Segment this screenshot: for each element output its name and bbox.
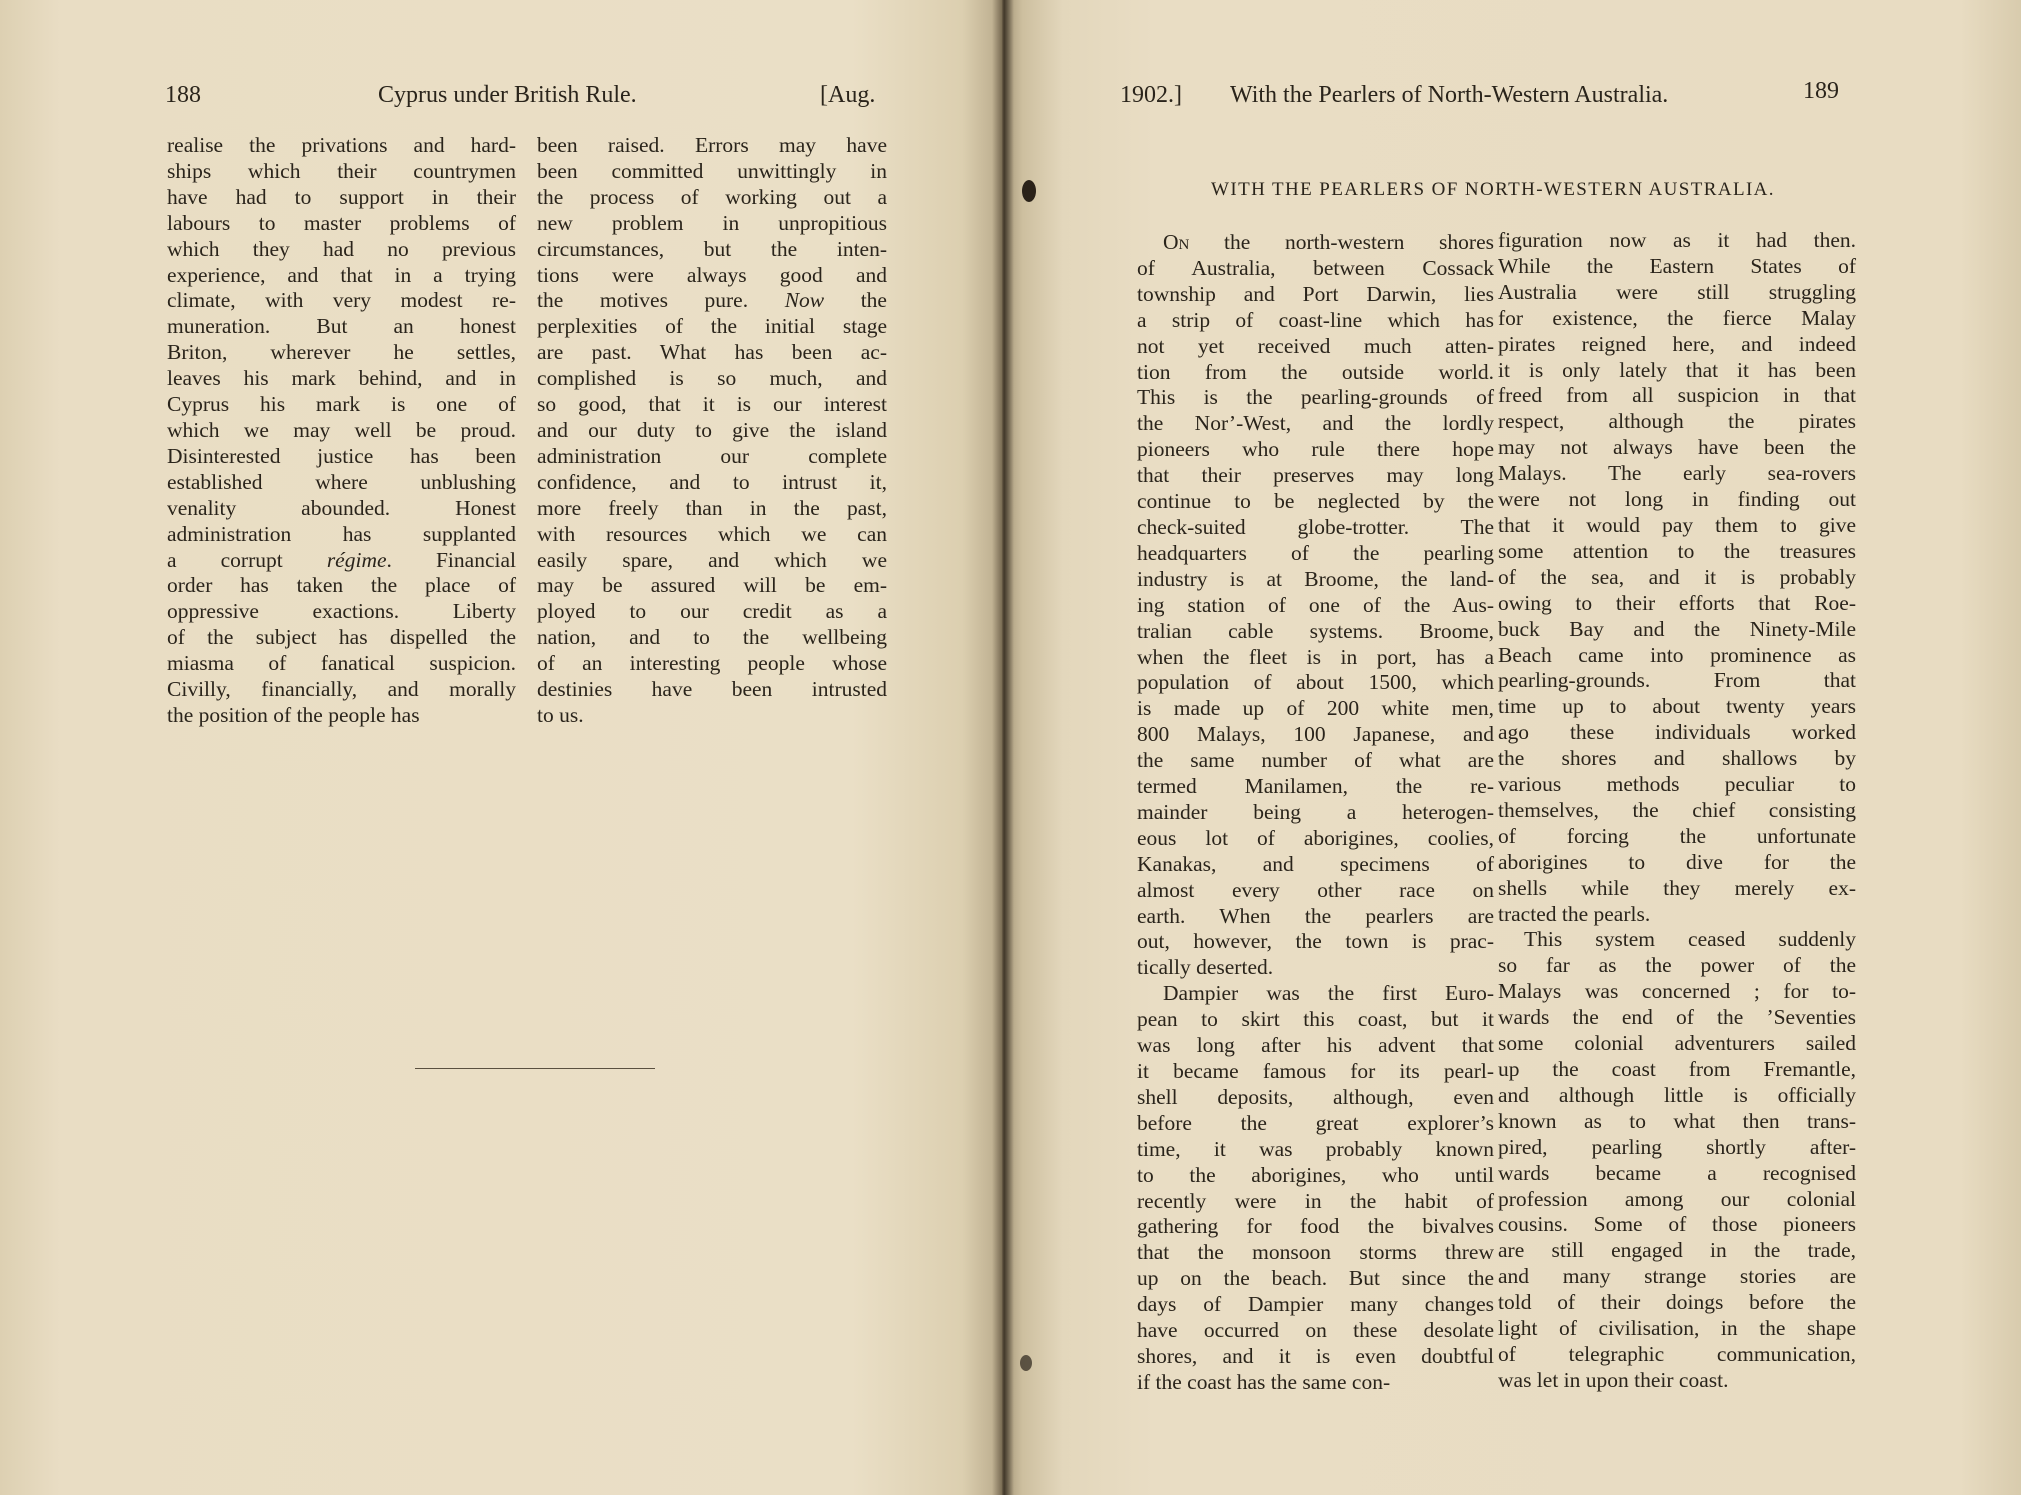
text-line: the position of the people has <box>167 702 420 727</box>
text-line: with resources which we can <box>537 521 887 546</box>
text-line: Disinterested justice has been <box>167 443 516 468</box>
article-title: WITH THE PEARLERS OF NORTH-WESTERN AUSTRALIA. <box>1211 179 1775 200</box>
text-line: of forcing the unfortunate <box>1498 823 1856 848</box>
text-line: aborigines to dive for the <box>1498 849 1856 874</box>
text-line: venality abounded. Honest <box>167 495 516 520</box>
text-line: ing station of one of the Aus- <box>1137 592 1494 617</box>
text-line: of telegraphic communication, <box>1498 1341 1856 1366</box>
text-line: pearling-grounds. From that <box>1498 668 1856 693</box>
text-line: 800 Malays, 100 Japanese, and <box>1137 722 1494 747</box>
text-line: so far as the power of the <box>1498 953 1856 978</box>
text-line: profession among our colonial <box>1498 1186 1856 1211</box>
text-line: This is the pearling-grounds of <box>1137 385 1494 410</box>
text-line: owing to their efforts that Roe- <box>1498 590 1856 615</box>
text-line: not yet received much atten- <box>1137 333 1494 358</box>
text-line: is made up of 200 white men, <box>1137 696 1494 721</box>
text-line: shores, and it is even doubtful <box>1137 1343 1494 1368</box>
text-line: and many strange stories are <box>1498 1264 1856 1289</box>
text-line: pirates reigned here, and indeed <box>1498 331 1856 356</box>
text-line: respect, although the pirates <box>1498 409 1856 434</box>
text-line: a strip of coast-line which has <box>1137 307 1494 332</box>
text-line: continue to be neglected by the <box>1137 489 1494 514</box>
text-line: themselves, the chief consisting <box>1498 797 1856 822</box>
text-line: tracted the pearls. <box>1498 901 1651 926</box>
text-line: it became famous for its pearl- <box>1137 1059 1494 1083</box>
text-line: so good, that it is our interest <box>537 392 887 417</box>
text-line: destinies have been intrusted <box>537 677 887 702</box>
text-line: This system ceased suddenly <box>1524 927 1856 952</box>
text-line: ago these individuals worked <box>1498 720 1856 745</box>
text-line: headquarters of the pearling <box>1137 540 1494 565</box>
text-line: Dampier was the first Euro- <box>1163 981 1494 1006</box>
text-line: muneration. But an honest <box>167 314 516 339</box>
right-column-1 <box>1137 230 1494 1396</box>
text-line: Malays was concerned ; for to- <box>1498 979 1856 1004</box>
left-date-tag: [Aug. <box>820 82 876 108</box>
text-line: miasma of fanatical suspicion. <box>167 651 516 676</box>
text-line: that it would pay them to give <box>1498 512 1856 537</box>
text-line: Malays. The early sea-rovers <box>1498 461 1856 486</box>
text-line: known as to what then trans- <box>1498 1108 1856 1133</box>
text-line: have occurred on these desolate <box>1137 1318 1494 1343</box>
text-line: climate, with very modest re- <box>167 288 516 313</box>
text-line: of Australia, between Cossack <box>1137 255 1494 280</box>
text-line: administration our complete <box>537 443 887 468</box>
text-line: it is only lately that it has been <box>1498 357 1856 382</box>
text-line: easily spare, and which we <box>537 547 887 572</box>
right-running-title: With the Pearlers of North-Western Australia. <box>1230 82 1669 108</box>
text-line: of an interesting people whose <box>537 651 887 676</box>
text-line: ployed to our credit as a <box>537 599 887 624</box>
text-line: more freely than in the past, <box>537 495 887 520</box>
text-line: that their preserves may long <box>1137 463 1494 488</box>
text-line: check-suited globe-trotter. The <box>1137 514 1494 539</box>
text-line: buck Bay and the Ninety-Mile <box>1498 616 1856 641</box>
text-line: if the coast has the same con- <box>1137 1369 1391 1394</box>
text-line: when the fleet is in port, has a <box>1137 644 1494 669</box>
text-line: to us. <box>537 702 584 727</box>
end-of-article-rule <box>415 1068 655 1069</box>
text-line: Kanakas, and specimens of <box>1137 851 1494 876</box>
left-page-number: 188 <box>165 82 201 108</box>
text-line: time up to about twenty years <box>1498 694 1856 719</box>
text-line: administration has supplanted <box>167 521 516 546</box>
text-line: cousins. Some of those pioneers <box>1498 1212 1856 1237</box>
text-line: the process of working out a <box>537 184 887 209</box>
right-page-number: 189 <box>1803 78 1839 104</box>
left-column-2 <box>537 133 887 729</box>
text-line: for existence, the fierce Malay <box>1498 305 1856 330</box>
left-column-1 <box>167 133 516 729</box>
text-line: established where unblushing <box>167 469 516 494</box>
text-line: experience, and that in a trying <box>167 262 516 287</box>
text-line: ships which their countrymen <box>167 158 516 183</box>
text-line: termed Manilamen, the re- <box>1137 774 1494 799</box>
text-line: shells while they merely ex- <box>1498 875 1856 900</box>
text-line: Australia were still struggling <box>1498 279 1856 304</box>
text-line: pean to skirt this coast, but it <box>1137 1007 1494 1032</box>
text-line: population of about 1500, which <box>1137 670 1494 695</box>
text-line: was long after his advent that <box>1137 1033 1494 1058</box>
text-line: order has taken the place of <box>167 573 516 598</box>
text-line: pioneers who rule there hope <box>1137 437 1494 462</box>
text-line: the Nor’-West, and the lordly <box>1137 411 1494 436</box>
text-line: shell deposits, although, even <box>1137 1084 1494 1109</box>
text-line: Briton, wherever he settles, <box>167 340 516 365</box>
text-line: of the subject has dispelled the <box>167 625 516 650</box>
text-line: recently were in the habit of <box>1137 1188 1494 1213</box>
text-line: On the north-western shores <box>1163 230 1494 254</box>
text-line: While the Eastern States of <box>1498 253 1856 278</box>
text-line: tically deserted. <box>1137 955 1274 980</box>
text-line: have had to support in their <box>167 184 516 209</box>
text-line: tion from the outside world. <box>1137 359 1494 384</box>
text-line: out, however, the town is prac- <box>1137 929 1494 954</box>
left-page <box>0 0 1002 1495</box>
text-line: tions were always good and <box>537 262 887 287</box>
text-line: are past. What has been ac- <box>537 340 887 365</box>
binding-hole <box>1022 180 1036 202</box>
text-line: which they had no previous <box>167 236 516 261</box>
text-line: confidence, and to intrust it, <box>537 469 887 494</box>
book-gutter <box>992 0 1014 1495</box>
text-line: of the sea, and it is probably <box>1498 564 1856 589</box>
text-line: been committed unwittingly in <box>537 158 887 183</box>
text-line: earth. When the pearlers are <box>1137 903 1494 928</box>
text-line: oppressive exactions. Liberty <box>167 599 516 624</box>
left-running-title: Cyprus under British Rule. <box>378 82 637 108</box>
text-line: before the great explorer’s <box>1137 1110 1494 1135</box>
text-line: was let in upon their coast. <box>1498 1367 1729 1392</box>
text-line: some colonial adventurers sailed <box>1498 1031 1856 1056</box>
text-line: new problem in unpropitious <box>537 210 887 235</box>
text-line: gathering for food the bivalves <box>1137 1214 1494 1239</box>
text-line: realise the privations and hard- <box>167 133 516 157</box>
text-line: nation, and to the wellbeing <box>537 625 887 650</box>
text-line: pired, pearling shortly after- <box>1498 1134 1856 1159</box>
text-line: mainder being a heterogen- <box>1137 799 1494 824</box>
text-line: leaves his mark behind, and in <box>167 366 516 391</box>
text-line: industry is at Broome, the land- <box>1137 566 1494 591</box>
text-line: been raised. Errors may have <box>537 133 887 157</box>
text-line: Civilly, financially, and morally <box>167 677 516 702</box>
text-line: may be assured will be em- <box>537 573 887 598</box>
text-line: up on the beach. But since the <box>1137 1266 1494 1291</box>
right-date-tag: 1902.] <box>1120 82 1182 108</box>
text-line: which we may well be proud. <box>167 417 516 442</box>
text-line: the shores and shallows by <box>1498 746 1856 771</box>
text-line: some attention to the treasures <box>1498 538 1856 563</box>
text-line: labours to master problems of <box>167 210 516 235</box>
text-line: light of civilisation, in the shape <box>1498 1316 1856 1341</box>
binding-hole-lower <box>1020 1355 1032 1371</box>
text-line: were not long in finding out <box>1498 487 1856 512</box>
text-line: to the aborigines, who until <box>1137 1162 1494 1187</box>
text-line: may not always have been the <box>1498 435 1856 460</box>
text-line: complished is so much, and <box>537 366 887 391</box>
text-line: various methods peculiar to <box>1498 772 1856 797</box>
text-line: that the monsoon storms threw <box>1137 1240 1494 1265</box>
text-line: township and Port Darwin, lies <box>1137 281 1494 306</box>
text-line: wards the end of the ’Seventies <box>1498 1005 1856 1030</box>
text-line: are still engaged in the trade, <box>1498 1238 1856 1263</box>
text-line: almost every other race on <box>1137 877 1494 902</box>
right-column-2 <box>1498 228 1856 1394</box>
text-line: the same number of what are <box>1137 748 1494 773</box>
text-line: days of Dampier many changes <box>1137 1292 1494 1317</box>
text-line: time, it was probably known <box>1137 1136 1494 1161</box>
text-line: perplexities of the initial stage <box>537 314 887 339</box>
text-line: Beach came into prominence as <box>1498 642 1856 667</box>
text-line: tralian cable systems. Broome, <box>1137 618 1494 643</box>
text-line: told of their doings before the <box>1498 1290 1856 1315</box>
text-line: eous lot of aborigines, coolies, <box>1137 825 1494 850</box>
text-line: freed from all suspicion in that <box>1498 383 1856 408</box>
text-line: Cyprus his mark is one of <box>167 392 516 417</box>
text-line: and although little is officially <box>1498 1082 1856 1107</box>
text-line: wards became a recognised <box>1498 1160 1856 1185</box>
text-line: up the coast from Fremantle, <box>1498 1057 1856 1081</box>
text-line: a corrupt régime. Financial <box>167 547 516 572</box>
text-line: circumstances, but the inten- <box>537 236 887 261</box>
text-line: figuration now as it had then. <box>1498 228 1856 252</box>
text-line: the motives pure. Now the <box>537 288 887 313</box>
text-line: and our duty to give the island <box>537 417 887 442</box>
